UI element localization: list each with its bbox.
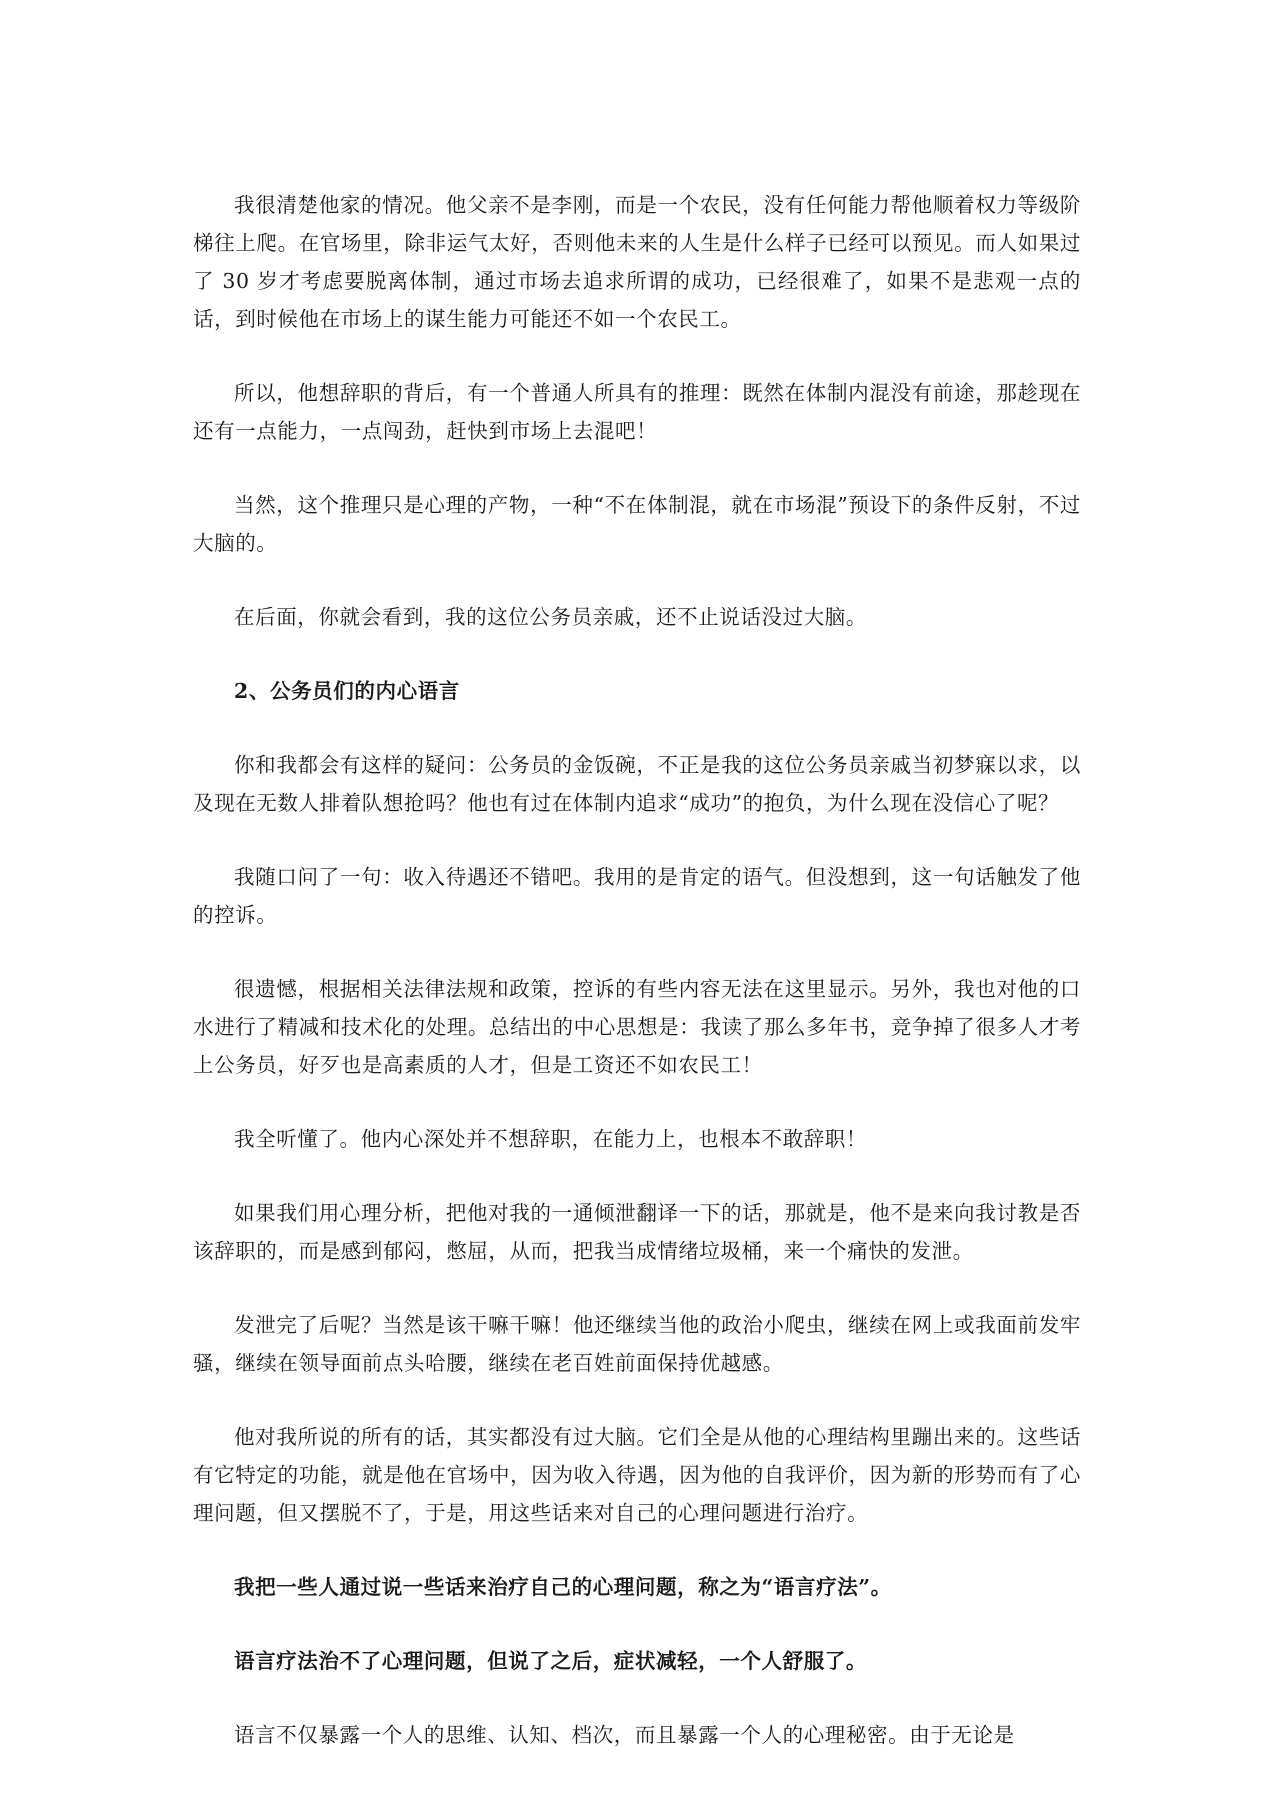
paragraph: 在后面，你就会看到，我的这位公务员亲戚，还不止说话没过大脑。 xyxy=(234,605,867,629)
paragraph: 你和我都会有这样的疑问：公务员的金饭碗，不正是我的这位公务员亲戚当初梦寐以求，以及现在无数人排着队想抢吗？他也有过在体制内追求“成功”的抱负，为什么现在没信心了呢？ xyxy=(193,753,1081,815)
paragraph: 很遗憾，根据相关法律法规和政策，控诉的有些内容无法在这里显示。另外，我也对他的口水进行了精减和技术化的处理。总结出的中心思想是：我读了那么多年书，竞争掉了很多人才考上公务员，好歹也是高素质的人才，但是工资还不如农民工！ xyxy=(193,977,1081,1077)
paragraph: 所以，他想辞职的背后，有一个普通人所具有的推理：既然在体制内混没有前途，那趁现在还有一点能力，一点闯劲，赶快到市场上去混吧！ xyxy=(193,381,1081,443)
paragraph: 我随口问了一句：收入待遇还不错吧。我用的是肯定的语气。但没想到，这一句话触发了他的控诉。 xyxy=(193,865,1081,927)
paragraph: 他对我所说的所有的话，其实都没有过大脑。它们全是从他的心理结构里蹦出来的。这些话有它特定的功能，就是他在官场中，因为收入待遇，因为他的自我评价，因为新的形势而有了心理问题，但又摆脱不了，于是，用这些话来对自己的心理问题进行治疗。 xyxy=(193,1425,1081,1525)
document-body xyxy=(193,186,1081,1790)
section-heading: 2、公务员们的内心语言 xyxy=(234,679,460,703)
bold-paragraph: 我把一些人通过说一些话来治疗自己的心理问题，称之为“语言疗法”。 xyxy=(234,1575,892,1599)
paragraph: 发泄完了后呢？当然是该干嘛干嘛！他还继续当他的政治小爬虫，继续在网上或我面前发牢骚，继续在领导面前点头哈腰，继续在老百姓前面保持优越感。 xyxy=(193,1313,1081,1375)
paragraph: 我很清楚他家的情况。他父亲不是李刚，而是一个农民，没有任何能力帮他顺着权力等级阶梯往上爬。在官场里，除非运气太好，否则他未来的人生是什么样子已经可以预见。而人如果过了 30 岁才考虑要脱离体制，通过市场去追求所谓的成功，已经很难了，如果不是悲观一点的话，到时候他在市场上的谋生能力可能还不如一个农民工。 xyxy=(193,193,1081,331)
paragraph: 语言不仅暴露一个人的思维、认知、档次，而且暴露一个人的心理秘密。由于无论是 xyxy=(234,1723,1015,1747)
bold-paragraph: 语言疗法治不了心理问题，但说了之后，症状减轻，一个人舒服了。 xyxy=(234,1649,867,1673)
paragraph: 如果我们用心理分析，把他对我的一通倾泄翻译一下的话，那就是，他不是来向我讨教是否该辞职的，而是感到郁闷，憋屈，从而，把我当成情绪垃圾桶，来一个痛快的发泄。 xyxy=(193,1201,1081,1263)
paragraph: 我全听懂了。他内心深处并不想辞职，在能力上，也根本不敢辞职！ xyxy=(234,1127,867,1151)
paragraph: 当然，这个推理只是心理的产物，一种“不在体制混，就在市场混”预设下的条件反射，不过大脑的。 xyxy=(193,493,1081,555)
